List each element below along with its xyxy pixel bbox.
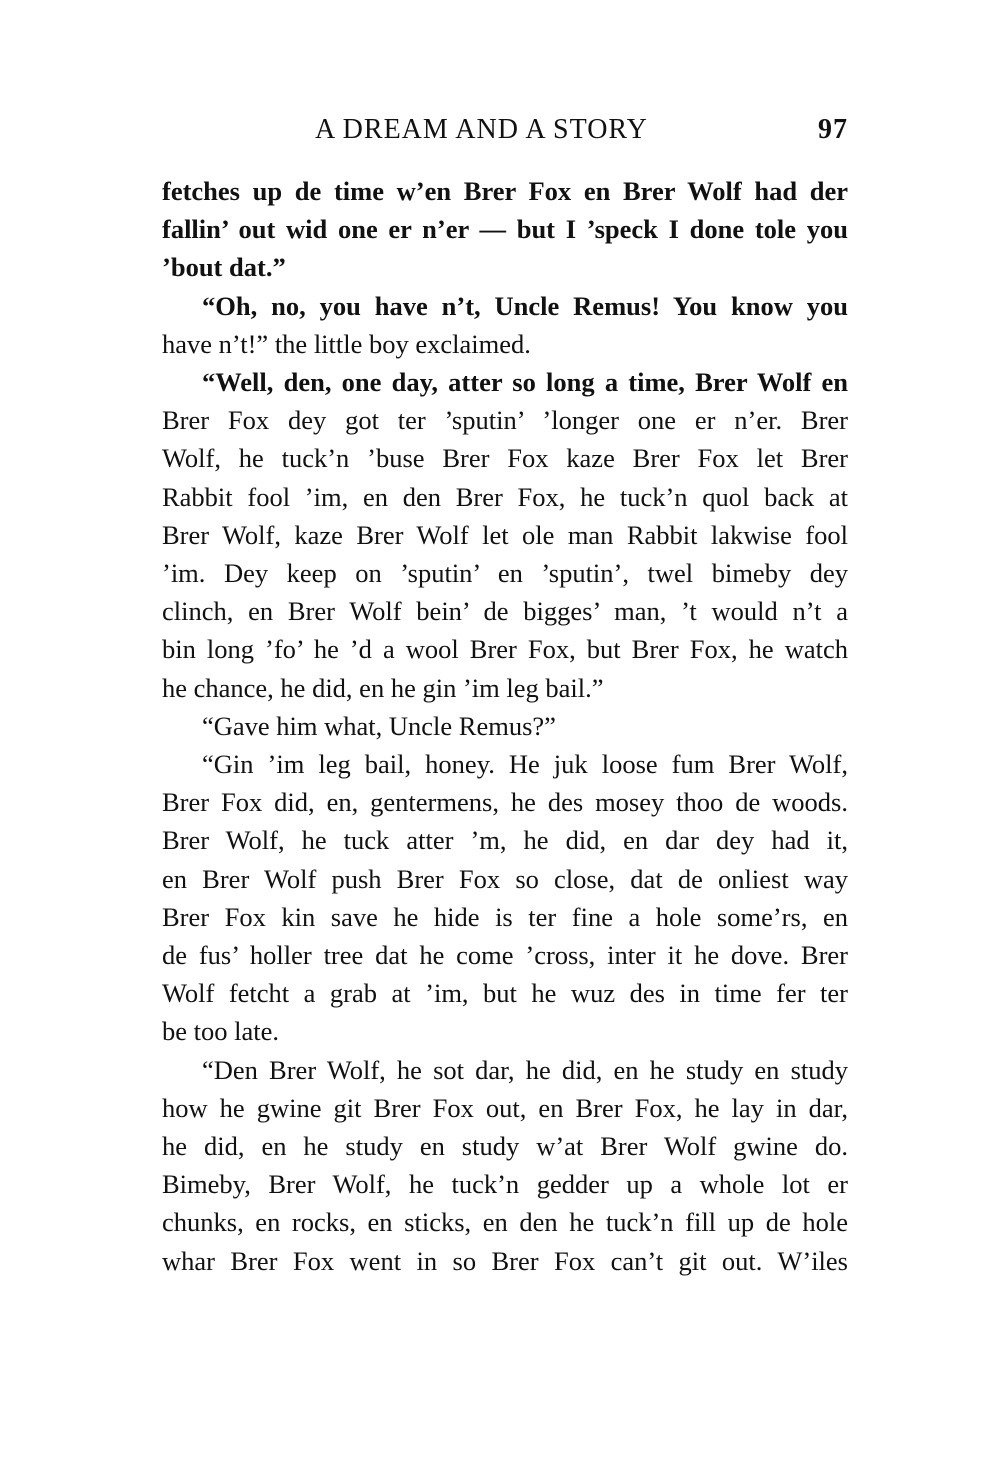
text-line: ’im. Dey keep on ’sputin’ en ’sputin’, twel bimeby dey — [162, 558, 848, 589]
text-line: “Gave him what, Uncle Remus?” — [202, 710, 556, 741]
text-line: Brer Wolf, kaze Brer Wolf let ole man Rabbit lakwise fool — [162, 519, 848, 550]
text-line: ’bout dat.” — [162, 252, 286, 283]
text-line: Wolf fetcht a grab at ’im, but he wuz des in time fer ter — [162, 978, 848, 1009]
text-line: Rabbit fool ’im, en den Brer Fox, he tuck’n quol back at — [162, 481, 848, 512]
text-line: Bimeby, Brer Wolf, he tuck’n gedder up a whole lot er — [162, 1169, 848, 1200]
text-line: be too late. — [162, 1016, 279, 1047]
text-line: “Oh, no, you have n’t, Uncle Remus! You know you — [202, 290, 848, 321]
text-line: Brer Fox did, en, gentermens, he des mosey thoo de woods. — [162, 787, 848, 818]
text-line: Brer Wolf, he tuck atter ’m, he did, en dar dey had it, — [162, 825, 848, 856]
text-line: have n’t!” the little boy exclaimed. — [162, 328, 531, 359]
text-line: fallin’ out wid one er n’er — but I ’speck I done tole you — [162, 214, 848, 245]
running-head — [160, 114, 848, 154]
text-line: clinch, en Brer Wolf bein’ de bigges’ man, ’t would n’t a — [162, 596, 848, 627]
text-line: “Gin ’im leg bail, honey. He juk loose fum Brer Wolf, — [202, 749, 848, 780]
text-line: Wolf, he tuck’n ’buse Brer Fox kaze Brer Fox let Brer — [162, 443, 848, 474]
text-line: Brer Fox dey got ter ’sputin’ ’longer one er n’er. Brer — [162, 405, 848, 436]
body-text — [162, 172, 848, 1280]
text-line: de fus’ holler tree dat he come ’cross, inter it he dove. Brer — [162, 940, 848, 971]
text-line: how he gwine git Brer Fox out, en Brer Fox, he lay in dar, — [162, 1092, 848, 1123]
page-number: 97 — [818, 114, 848, 145]
text-line: he did, en he study en study w’at Brer Wolf gwine do. — [162, 1131, 848, 1162]
text-line: whar Brer Fox went in so Brer Fox can’t git out. W’iles — [162, 1245, 848, 1276]
running-title: A DREAM AND A STORY — [315, 114, 648, 145]
text-line: fetches up de time w’en Brer Fox en Brer Wolf had der — [162, 176, 848, 206]
text-line: he chance, he did, en he gin ’im leg bail.” — [162, 672, 604, 703]
text-line: “Den Brer Wolf, he sot dar, he did, en he study en study — [202, 1054, 848, 1085]
text-line: Brer Fox kin save he hide is ter fine a hole some’rs, en — [162, 901, 848, 932]
text-line: bin long ’fo’ he ’d a wool Brer Fox, but Brer Fox, he watch — [162, 634, 848, 665]
text-line: en Brer Wolf push Brer Fox so close, dat de onliest way — [162, 863, 848, 894]
text-line: chunks, en rocks, en sticks, en den he tuck’n fill up de hole — [162, 1207, 848, 1238]
text-line: “Well, den, one day, atter so long a time, Brer Wolf en — [202, 367, 848, 398]
